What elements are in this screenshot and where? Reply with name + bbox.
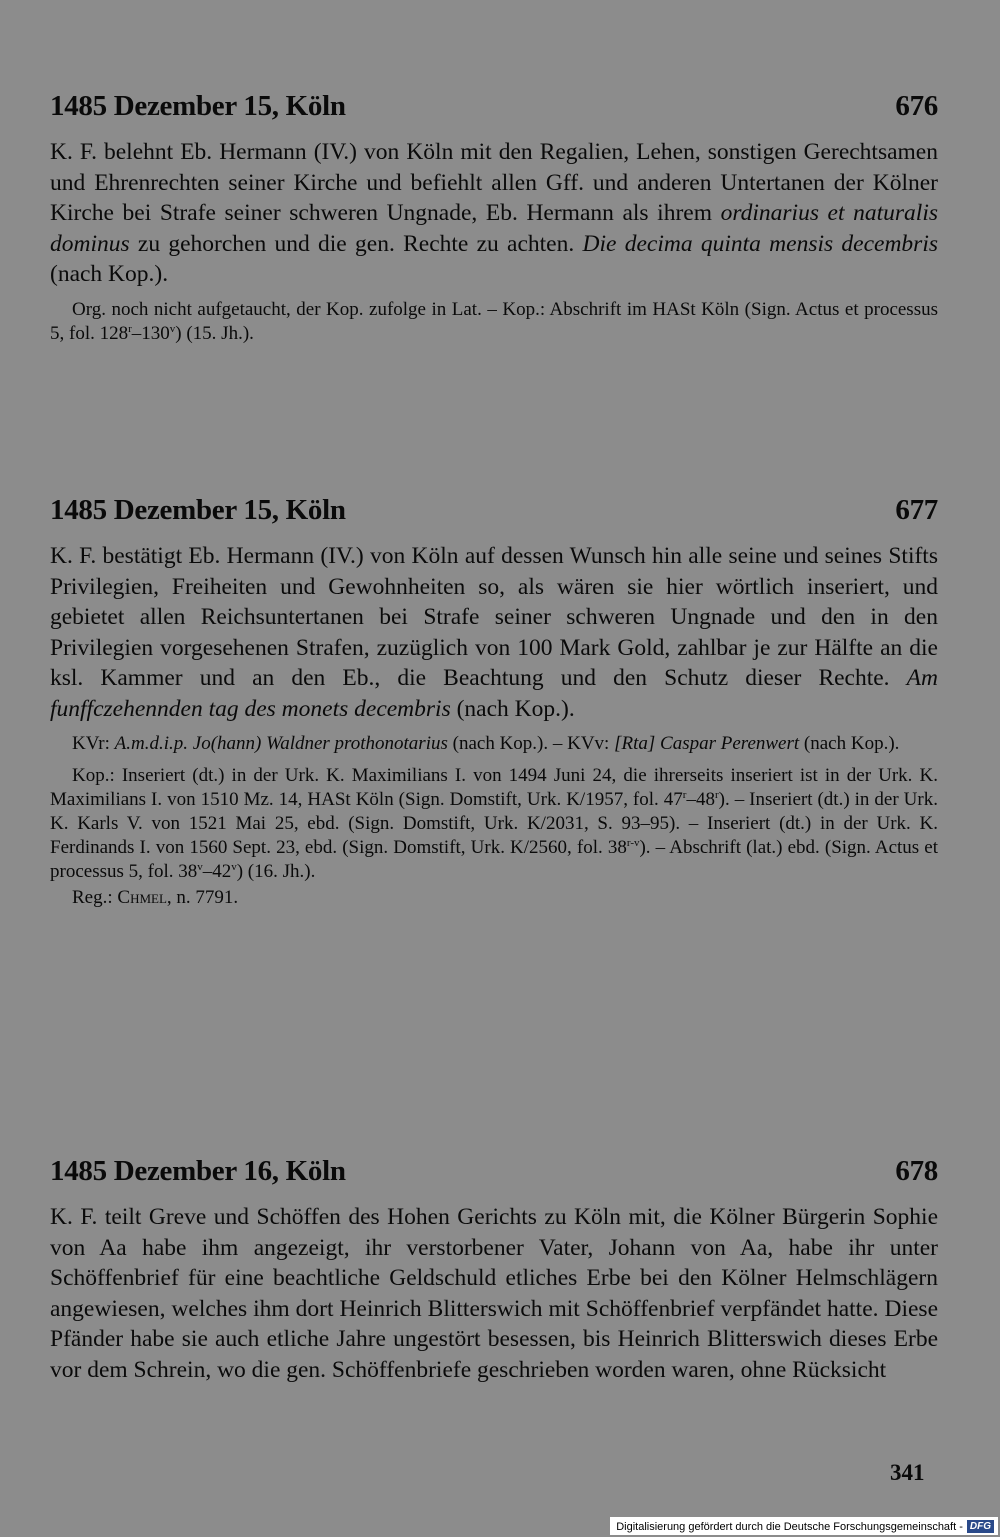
entry-date-place: 1485 Dezember 16, Köln	[50, 1155, 346, 1187]
entry-number: 676	[895, 90, 938, 122]
regest-reference: Reg.: Chmel, n. 7791.	[72, 887, 239, 908]
copy-note: Kop.: Inseriert (dt.) in der Urk. K. Maximilians I. von 1494 Juni 24, die ihrerseits inseriert ist in der Urk. K. Maximilians I. von 1510 Mz. 14, HASt Köln (Sign. Domstift, Urk. K/1957, fol. 47$^r$–48$^r$). – Inseriert (dt.) in der Urk. K. Karls V. von 1521 Mai 25, ebd. (Sign. Domstift, Urk. K/2031, S. 93–95). – Inseriert (dt.) in der Urk. K. Ferdinands I. von 1560 Sept. 23, ebd. (Sign. Domstift, Urk. K/2560, fol. 38$^{r-v}$). – Abschrift (lat.) ebd. (Sign. Actus et processus 5, fol. 38$^v$–42$^v$) (16. Jh.).	[50, 765, 939, 882]
entry-heading	[50, 1155, 938, 1188]
entry-number: 678	[895, 1155, 938, 1187]
entry-676	[50, 90, 938, 346]
entry-677	[50, 494, 938, 910]
regest-text: K. F. teilt Greve und Schöffen des Hohen Gerichts zu Köln mit, die Kölner Bürgerin Sophie von Aa habe ihm angezeigt, ihr verstorbener Vater, Johann von Aa, habe ihr unter Schöffenbrief für eine beachtliche Geldschuld etliches Erbe bei den Kölner Helmschlägern angewiesen, welches ihm dort Heinrich Blitterswich mit Schöffenbrief verpfändet hatte. Diese Pfänder habe sie auch etliche Jahre ungestört besessen, bis Heinrich Blitterswich dieses Erbe vor dem Schrein, wo die gen. Schöffenbriefe geschrieben worden waren, ohne Rücksicht	[50, 1204, 938, 1383]
entry-number: 677	[895, 494, 938, 526]
entry-date-place: 1485 Dezember 15, Köln	[50, 90, 346, 122]
entry-heading	[50, 494, 938, 527]
dfg-footer	[610, 1517, 998, 1535]
kanzleivermerk-note: KVr: A.m.d.i.p. Jo(hann) Waldner prothonotarius (nach Kop.). – KVv: [Rta] Caspar Perenwert (nach Kop.).	[72, 733, 900, 754]
regest-text: K. F. bestätigt Eb. Hermann (IV.) von Köln auf dessen Wunsch hin alle seine und seines Stifts Privilegien, Freiheiten und Gewohnheiten so, als wären sie hier wörtlich inseriert, und gebietet allen Reichsuntertanen bei Strafe seiner schweren Ungnade und den in den Privilegien vorgesehenen Strafen, zuzüglich von 100 Mark Gold, zahlbar je zur Hälfte an die ksl. Kammer und an den Eb., die Beachtung und den Schutz dieser Rechte. Am funffczehennden tag des monets decembris (nach Kop.).	[50, 543, 938, 722]
entry-heading	[50, 90, 938, 123]
dfg-logo-icon: DFG	[967, 1520, 994, 1533]
regest-text: K. F. belehnt Eb. Hermann (IV.) von Köln mit den Regalien, Lehen, sonstigen Gerechtsamen und Ehrenrechten seiner Kirche und befiehlt allen Gff. und anderen Untertanen der Kölner Kirche bei Strafe seiner schweren Ungnade, Eb. Hermann als ihrem ordinarius et naturalis dominus zu gehorchen und die gen. Rechte zu achten. Die decima quinta mensis decembris (nach Kop.).	[50, 139, 938, 287]
entry-678	[50, 1155, 938, 1385]
entry-date-place: 1485 Dezember 15, Köln	[50, 494, 346, 526]
source-note: Org. noch nicht aufgetaucht, der Kop. zufolge in Lat. – Kop.: Abschrift im HASt Köln (Sign. Actus et processus 5, fol. 128$^r$–130$^v$) (15. Jh.).	[50, 298, 938, 344]
footer-text: Digitalisierung gefördert durch die Deutsche Forschungsgemeinschaft -	[616, 1520, 963, 1533]
page-number: 341	[890, 1460, 925, 1485]
